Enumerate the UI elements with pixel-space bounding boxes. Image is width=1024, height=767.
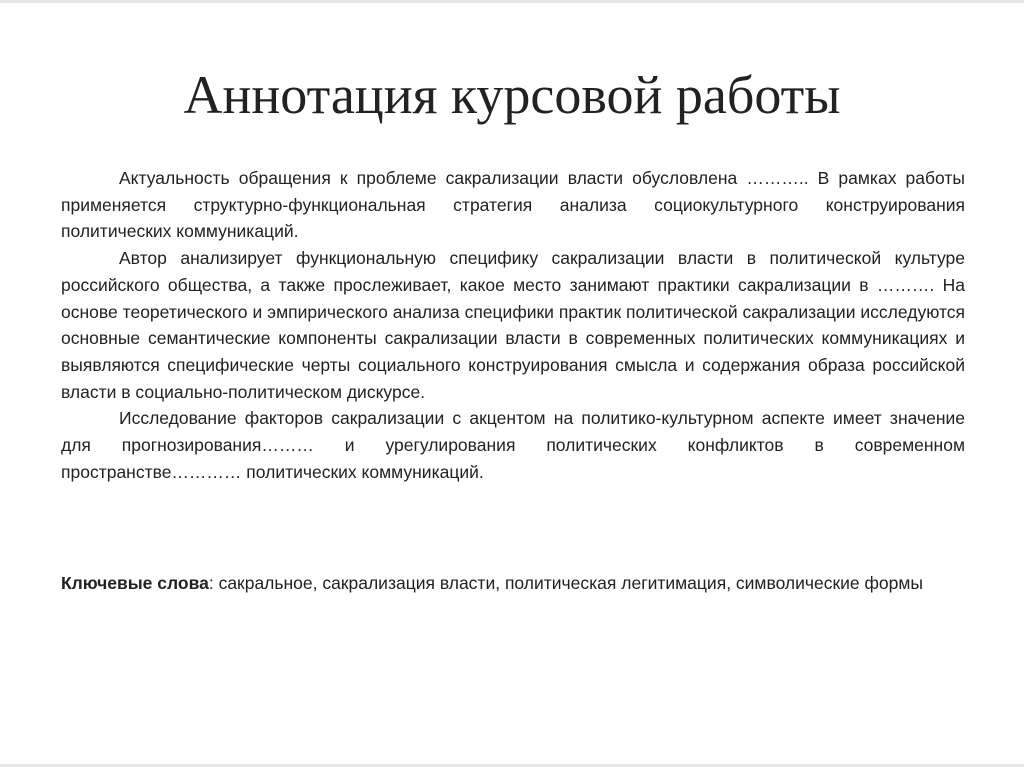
keywords-list: : сакральное, сакрализация власти, политическая легитимация, символические формы <box>208 573 924 593</box>
paragraph-significance: Исследование факторов сакрализации с акцентом на политико-культурном аспекте имеет значение для прогнозирования……… и урегулирования политических конфликтов в современном пространстве………… политических коммуникаций. <box>61 408 965 482</box>
slide-top-border <box>0 0 1024 3</box>
slide-title: Аннотация курсовой работы <box>183 65 841 125</box>
keywords-label: Ключевые слова <box>61 573 209 593</box>
paragraph-relevance: Актуальность обращения к проблеме сакрализации власти обусловлена ……….. В рамках работы применяется структурно-функциональная стратегия анализа социокультурного конструирования политических коммуникаций. <box>61 168 965 242</box>
keywords-line <box>61 572 965 594</box>
paragraph-analysis: Автор анализирует функциональную специфику сакрализации власти в политической культуре российского общества, а также прослеживает, какое место занимают практики сакрализации в ………. На основе теоретического и эмпирического анализа специфики практик политической сакрализации исследуются основные семантические компоненты сакрализации власти в современных политических коммуникациях и выявляются специфические черты социального конструирования смысла и содержания образа российской власти в социально-политическом дискурсе. <box>61 248 965 402</box>
annotation-body <box>61 165 965 485</box>
